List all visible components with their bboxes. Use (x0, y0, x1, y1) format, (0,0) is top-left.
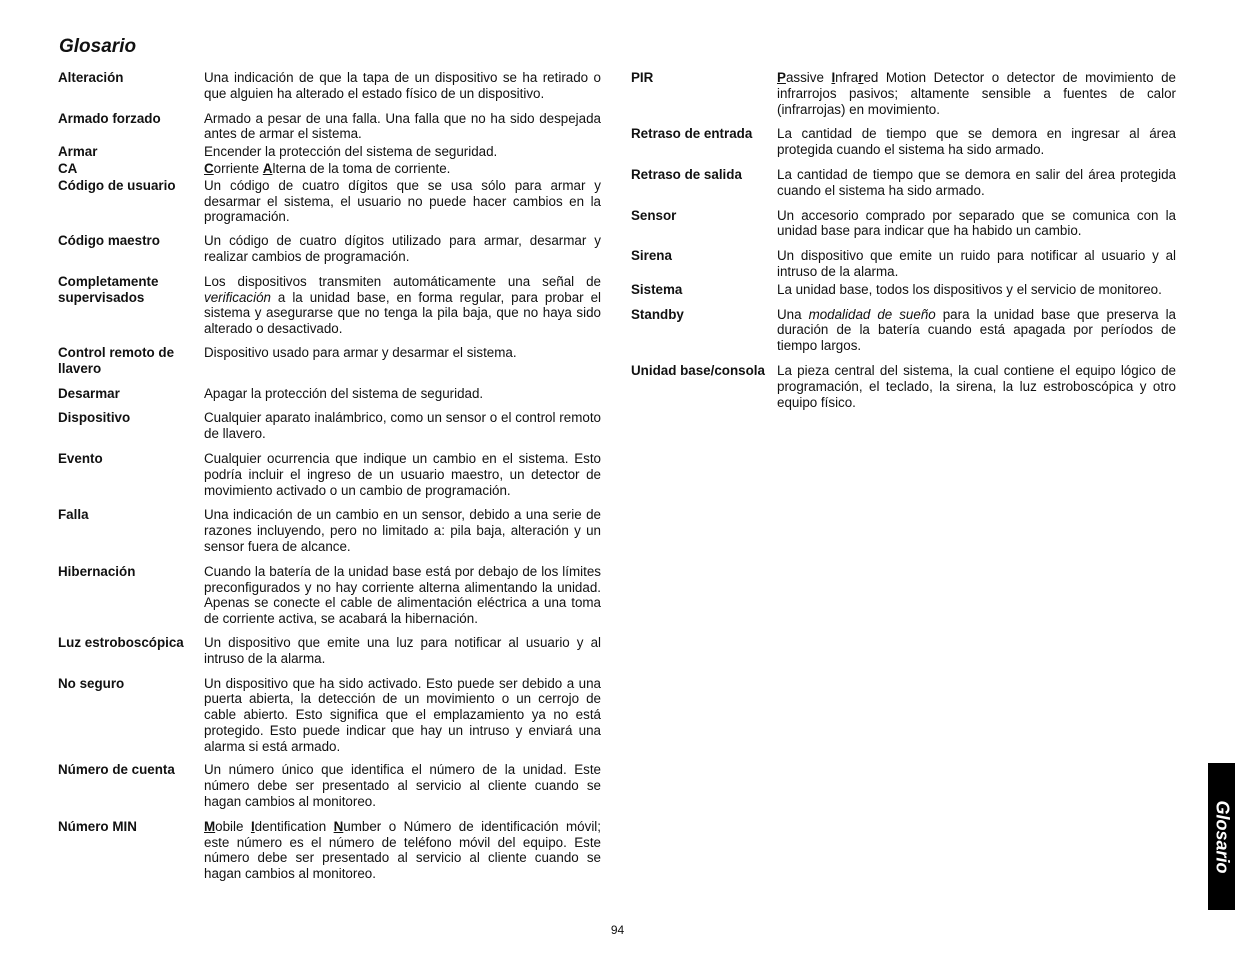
glossary-definition (777, 282, 1176, 298)
glossary-definition (204, 762, 601, 809)
glossary-term: Unidad base/consola (631, 362, 765, 378)
glossary-term: Control remoto de llavero (58, 344, 175, 376)
glossary-entry-retraso-de-entrada (631, 126, 1176, 158)
glossary-definition (204, 507, 601, 554)
definition-text: Un código de cuatro dígitos utilizado para armar, desarmar y realizar cambios de programación. (204, 233, 601, 264)
glossary-term: Falla (58, 507, 89, 523)
definition-text: lterna de la toma de corriente. (272, 160, 451, 176)
glossary-term: CA (58, 160, 78, 176)
definition-text: Un número único que identifica el número de la unidad. Este número debe ser presentado al servicio al cliente cuando se hagan cambios al monitoreo. (204, 762, 601, 810)
definition-text: Una indicación de un cambio en un sensor, debido a una serie de razones incluyendo, pero no limitado a: pila baja, alteración y un sensor fuera de alcance. (204, 507, 601, 554)
glossary-definition (204, 676, 601, 755)
definition-text: Una (777, 306, 809, 322)
glossary-entry-unidad-base-consola (631, 363, 1176, 410)
glossary-definition (204, 111, 601, 143)
glossary-entry-luz-estroboscopica (58, 635, 601, 667)
definition-text: Cualquier ocurrencia que indique un cambio en el sistema. Esto podría incluir el ingreso de un usuario maestro, un detector de movimiento activado o un cambio de programación. (204, 450, 601, 498)
glossary-entry-codigo-maestro (58, 233, 601, 265)
glossary-definition (777, 167, 1176, 199)
emphasized-text: modalidad de sueño (808, 306, 936, 322)
glossary-entry-evento (58, 451, 601, 498)
glossary-term: Sirena (631, 248, 672, 264)
glossary-term: Luz estroboscópica (58, 634, 184, 650)
definition-text: umber o Número de identificación móvil; este número es el número de teléfono móvil del equipo. Este número debe ser presentado al servicio al cliente cuando se hagan cambios al monitoreo. (204, 818, 601, 882)
definition-text: Una indicación de que la tapa de un dispositivo se ha retirado o que alguien ha alterado el estado físico de un dispositivo. (204, 70, 601, 101)
page-number: 94 (610, 923, 625, 937)
glossary-entry-numero-min (58, 819, 601, 882)
definition-text: Un dispositivo que ha sido activado. Esto puede ser debido a una puerta abierta, la detección de un movimiento o un cerrojo de cable abierto. Esto significa que el emplazamiento ya no está protegido. Esto puede indicar que hay un intruso y enviará una alarma si está armado. (204, 675, 601, 754)
glossary-entry-sirena (631, 248, 1176, 280)
glossary-definition (204, 564, 601, 627)
glossary-definition (204, 178, 601, 225)
definition-text: para la unidad base que preserva la duración de la batería cuando está apagada por períodos de tiempo largos. (777, 306, 1176, 354)
glossary-definition (204, 451, 601, 498)
definition-text: Un accesorio comprado por separado que se comunica con la unidad base para indicar que ha habido un cambio. (777, 207, 1176, 239)
definition-text: nfra (835, 70, 859, 85)
glossary-entry-armado-forzado (58, 111, 601, 143)
acronym-letter: I (831, 70, 836, 85)
definition-text: Los dispositivos transmiten automáticamente una señal de (204, 273, 601, 289)
glossary-entry-pir (631, 70, 1176, 117)
glossary-entry-no-seguro (58, 676, 601, 755)
glossary-entry-completamente-supervisados (58, 274, 601, 337)
glossary-definition (777, 363, 1176, 410)
glossary-definition (204, 635, 601, 667)
definition-text: La cantidad de tiempo que se demora en ingresar al área protegida cuando el sistema ha sido armado. (777, 126, 1176, 158)
glossary-entry-sensor (631, 208, 1176, 240)
glossary-entry-standby (631, 307, 1176, 354)
glossary-term: Retraso de entrada (631, 126, 753, 142)
glossary-definition (204, 274, 601, 337)
glossary-definition (204, 386, 601, 402)
definition-text: Armado a pesar de una falla. Una falla que no ha sido despejada antes de armar el sistema. (204, 110, 601, 142)
glossary-entry-control-remoto-de-llavero (58, 345, 601, 377)
glossary-term: Retraso de salida (631, 166, 742, 182)
definition-text: Un código de cuatro dígitos que se usa sólo para armar y desarmar el sistema, el usuario no puede hacer cambios en la programación. (204, 177, 601, 225)
glossary-definition (204, 144, 601, 160)
acronym-letter: M (204, 818, 216, 834)
glossary-term: Dispositivo (58, 410, 131, 426)
glossary-definition (777, 126, 1176, 158)
definition-text: dentification (254, 818, 334, 834)
acronym-letter: I (250, 818, 255, 834)
glossary-term: Número MIN (58, 818, 137, 834)
glossary-term: Sistema (631, 281, 683, 297)
glossary-definition (777, 307, 1176, 354)
glossary-entry-numero-de-cuenta (58, 762, 601, 809)
glossary-definition (204, 233, 601, 265)
definition-text: Dispositivo usado para armar y desarmar el sistema. (204, 344, 517, 360)
glossary-term: Alteración (58, 70, 124, 85)
glossary-entry-desarmar (58, 386, 601, 402)
definition-text: La cantidad de tiempo que se demora en salir del área protegida cuando el sistema ha sido armado. (777, 166, 1176, 198)
glossary-term: PIR (631, 70, 654, 85)
emphasized-text: verificación (204, 289, 271, 305)
definition-text: Un dispositivo que emite un ruido para notificar al usuario y al intruso de la alarma. (777, 248, 1176, 279)
glossary-definition (777, 70, 1176, 117)
glossary-entry-sistema (631, 282, 1176, 298)
glossary-term: Evento (58, 450, 103, 466)
definition-text: Un dispositivo que emite una luz para notificar al usuario y al intruso de la alarma. (204, 634, 601, 666)
glossary-definition (204, 70, 601, 102)
glossary-term: No seguro (58, 675, 125, 691)
glossary-entry-armar (58, 144, 601, 160)
acronym-letter: r (858, 70, 864, 85)
glossary-entry-hibernacion (58, 564, 601, 627)
glossary-column-right (631, 70, 1176, 410)
glossary-definition (204, 161, 601, 177)
glossary-definition (204, 410, 601, 442)
page-title: Glosario (59, 36, 137, 57)
glossary-definition (204, 819, 601, 882)
glossary-entry-ca (58, 161, 601, 177)
definition-text: Encender la protección del sistema de seguridad. (204, 144, 498, 160)
acronym-letter: P (777, 70, 786, 85)
glossary-term: Armar (58, 144, 98, 160)
definition-text: orriente (213, 160, 263, 176)
glossary-term: Código de usuario (58, 177, 176, 193)
glossary-definition (777, 208, 1176, 240)
glossary-term: Sensor (631, 207, 677, 223)
definition-text: Cualquier aparato inalámbrico, como un sensor o el control remoto de llavero. (204, 410, 601, 442)
glossary-entry-alteracion (58, 70, 601, 102)
glossary-entry-dispositivo (58, 410, 601, 442)
definition-text: assive (785, 70, 832, 85)
glossary-term: Código maestro (58, 233, 160, 249)
definition-text: La unidad base, todos los dispositivos y el servicio de monitoreo. (777, 281, 1162, 297)
side-tab-label: Glosario (1212, 799, 1232, 874)
glossary-term: Completamente supervisados (58, 273, 159, 305)
section-side-tab (1208, 763, 1235, 910)
glossary-entry-retraso-de-salida (631, 167, 1176, 199)
glossary-term: Número de cuenta (58, 762, 175, 778)
acronym-letter: C (204, 160, 214, 176)
glossary-term: Desarmar (58, 385, 120, 401)
acronym-letter: N (333, 818, 344, 834)
definition-text: obile (215, 818, 251, 834)
definition-text: a la unidad base, en forma regular, para probar el sistema y asegurarse que no tenga la pila baja, que no haya sido alterado o desactivado. (204, 289, 601, 337)
acronym-letter: A (262, 160, 273, 176)
definition-text: La pieza central del sistema, la cual contiene el equipo lógico de programación, el teclado, la sirena, la luz estroboscópica y otro equipo físico. (777, 362, 1176, 410)
definition-text: Cuando la batería de la unidad base está por debajo de los límites preconfigurados y no hay corriente alterna alimentando la unidad. Apenas se conecte el cable de alimentación eléctrica a una toma de corriente activa, se acabará la hibernación. (204, 563, 601, 627)
glossary-term: Armado forzado (58, 110, 161, 126)
definition-text: ed Motion Detector o detector de movimiento de infrarrojos pasivos; altamente sensible a fuentes de calor (infrarrojas) en movimiento. (777, 70, 1176, 117)
glossary-definition (777, 248, 1176, 280)
definition-text: Apagar la protección del sistema de seguridad. (204, 385, 484, 401)
glossary-entry-codigo-de-usuario (58, 178, 601, 225)
glossary-definition (204, 345, 601, 377)
glossary-term: Hibernación (58, 563, 136, 579)
glossary-term: Standby (631, 306, 684, 322)
glossary-entry-falla (58, 507, 601, 554)
glossary-column-left (58, 70, 601, 882)
